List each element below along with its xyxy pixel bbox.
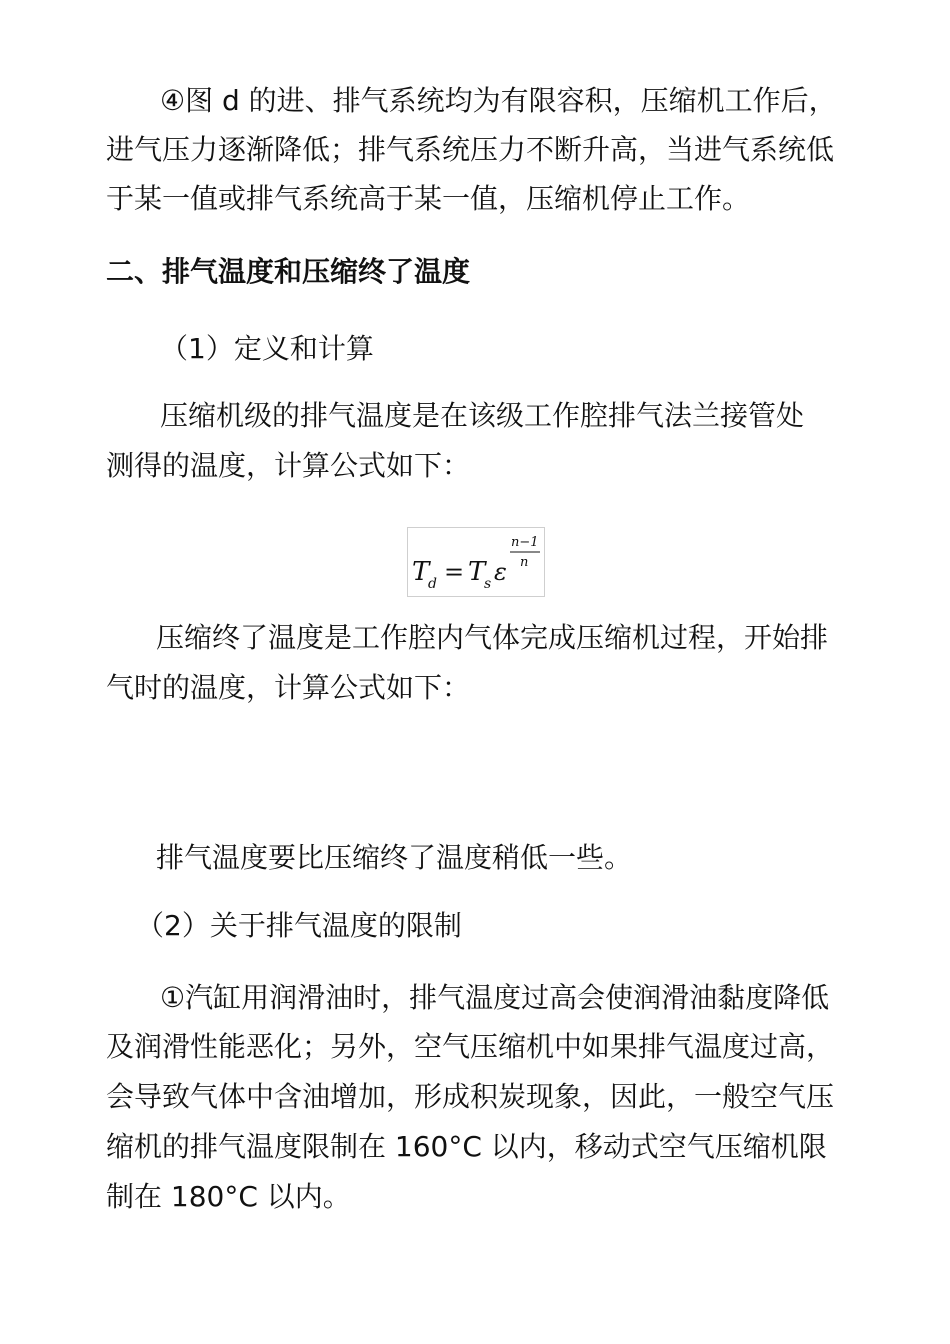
para4-line-2: 进气压力逐渐降低；排气系统压力不断升高，当进气系统低 <box>106 133 835 166</box>
formula-equals: = <box>444 558 465 586</box>
para-discharge-line-1: 压缩机级的排气温度是在该级工作腔排气法兰接管处 <box>160 399 805 432</box>
para-final-line-1: 压缩终了温度是工作腔内气体完成压缩机过程，开始排 <box>156 621 829 654</box>
formula-exp-numerator: n−1 <box>511 535 539 550</box>
para-final-line-2: 气时的温度，计算公式如下： <box>106 671 471 704</box>
discharge-temperature-formula <box>407 527 545 597</box>
para-limit-line-1: ①汽缸用润滑油时，排气温度过高会使润滑油黏度降低 <box>160 981 830 1014</box>
section-heading: 二、排气温度和压缩终了温度 <box>106 255 471 288</box>
subheading-definition: （1）定义和计算 <box>160 332 374 365</box>
subheading-limit: （2）关于排气温度的限制 <box>136 909 462 942</box>
para-discharge-line-2: 测得的温度，计算公式如下： <box>106 449 471 482</box>
para-limit-line-3: 会导致气体中含油增加，形成积炭现象，因此，一般空气压 <box>106 1080 835 1113</box>
para-limit-line-5: 制在 180°C 以内。 <box>106 1180 351 1213</box>
para-limit-line-4: 缩机的排气温度限制在 160°C 以内，移动式空气压缩机限 <box>106 1130 827 1163</box>
formula-rhs-sub: s <box>484 576 492 592</box>
para4-line-3: 于某一值或排气系统高于某一值，压缩机停止工作。 <box>106 182 751 215</box>
para4-line-1: ④图 d 的进、排气系统均为有限容积，压缩机工作后， <box>160 84 837 117</box>
formula-lhs: T <box>412 557 430 587</box>
formula-lhs-sub: d <box>428 576 437 592</box>
note-line: 排气温度要比压缩终了温度稍低一些。 <box>156 841 633 874</box>
formula-exp-denominator: n <box>520 555 529 570</box>
para-limit-line-2: 及润滑性能恶化；另外，空气压缩机中如果排气温度过高， <box>106 1030 835 1063</box>
formula-base: ε <box>494 558 507 586</box>
formula-rhs: T <box>468 557 486 587</box>
